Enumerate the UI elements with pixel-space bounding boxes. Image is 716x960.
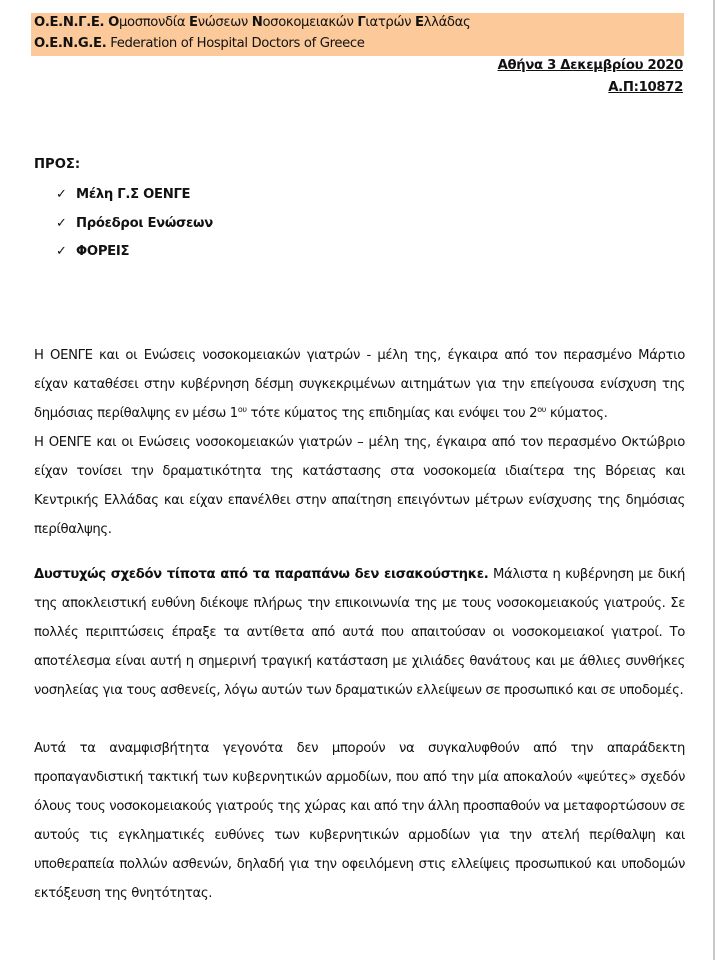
emphasis-text: Δυστυχώς σχεδόν τίποτα από τα παραπάνω δεν εισακούστηκε. (34, 567, 489, 582)
letterhead-abbr-english: O.E.N.G.E. (34, 36, 107, 51)
letterhead-greek-name (104, 15, 470, 30)
body-paragraph-2: Η ΟΕΝΓΕ και οι Ενώσεις νοσοκομειακών γιατρών – μέλη της, έγκαιρα από τον περασμένο Οκτώβριο είχαν τονίσει την δραματικότητα της κατάστασης στα νοσοκομεία ιδιαίτερα της Βόρειας και Κεντρικής Ελλάδας και είχαν επανέλθει στην απαίτηση επειγόντων μέτρων ενίσχυσης της δημόσιας περίθαλψης. (34, 435, 685, 537)
body-paragraph-3 (34, 560, 685, 705)
check-icon: ✓ (56, 187, 67, 202)
recipient-item (56, 216, 213, 231)
recipient-item (56, 244, 129, 259)
letterhead-english (34, 36, 365, 51)
recipients-label: ΠΡΟΣ: (34, 157, 81, 172)
paragraph-text: Μάλιστα η κυβέρνηση με δική της αποκλειστική ευθύνη διέκοψε πλήρως την επικοινωνία της με τους νοσοκομειακούς γιατρούς. Σε πολλές περιπτώσεις έπραξε τα αντίθετα από αυτά που απαιτούσαν οι νοσοκομειακοί γιατροί. Το αποτέλεσμα είναι αυτή η σημερινή τραγική κατάσταση με χιλιάδες θανάτους και με άθλιες συνθήκες νοσηλείας για τους ασθενείς, λόγω αυτών των δραματικών ελλείψεων σε προσωπικό και σε υποδομές. (34, 567, 685, 698)
recipient-label: ΦΟΡΕΙΣ (76, 244, 130, 259)
check-icon: ✓ (56, 244, 67, 259)
letterhead-greek (34, 15, 470, 30)
letterhead-name-part: Ν (251, 15, 263, 30)
paragraph-text: τότε κύματος της επιδημίας και ενόψει του 2 (246, 406, 538, 421)
letterhead-name-part: νώσεων (197, 15, 252, 30)
letterhead-abbr-greek: Ο.Ε.Ν.Γ.Ε. (34, 15, 105, 30)
paragraph-text: Η ΟΕΝΓΕ και οι Ενώσεις νοσοκομειακών γιατρών - μέλη της, έγκαιρα από τον περασμένο Μάρτιο είχαν καταθέσει στην κυβέρνηση δέσμη συγκεκριμένων αιτημάτων για την επείγουσα ενίσχυση της δημόσιας περίθαλψης εν μέσω 1 (34, 348, 685, 421)
letterhead (31, 13, 684, 56)
body-paragraph-4: Αυτά τα αναμφισβήτητα γεγονότα δεν μπορούν να συγκαλυφθούν από την απαράδεκτη προπαγανδιστική τακτική των κυβερνητικών αρμοδίων, που από την μία αποκαλούν «ψεύτες» σχεδόν όλους τους νοσοκομειακούς γιατρούς της χώρας και από την άλλη προσπαθούν να μεταφορτώσουν σε αυτούς τις εγκληματικές ευθύνες των κυβερνητικών αρμοδίων για την ατελή περίθαλψη και υποθεραπεία πολλών ασθενών, δηλαδή για την οφειλόμενη στις ελλείψεις προσωπικού και υποδομών εκτόξευση της θνητότητας. (34, 741, 685, 901)
letterhead-name-part: λλάδας (423, 15, 471, 30)
letterhead-name-part: Γ (357, 15, 366, 30)
letterhead-english-name: Federation of Hospital Doctors of Greece (106, 36, 365, 51)
letterhead-name-part: οσοκομειακών (262, 15, 358, 30)
letterhead-name-part: Ε (415, 15, 424, 30)
paragraph-text: κύματος. (546, 406, 608, 421)
document-date: Αθήνα 3 Δεκεμβρίου 2020 (497, 58, 683, 73)
superscript: ου (537, 405, 547, 414)
body-paragraph-1 (34, 341, 685, 428)
letterhead-name-part: Ε (189, 15, 198, 30)
letterhead-name-part: μοσπονδία (118, 15, 190, 30)
recipient-item (56, 187, 190, 202)
reference-number: Α.Π:10872 (608, 80, 683, 95)
recipient-label: Πρόεδροι Ενώσεων (76, 216, 213, 231)
letterhead-name-part: Ο (108, 15, 119, 30)
letterhead-name-part: ιατρών (365, 15, 415, 30)
superscript: ου (237, 405, 247, 414)
page-edge (713, 0, 715, 960)
recipient-label: Μέλη Γ.Σ ΟΕΝΓΕ (76, 187, 191, 202)
check-icon: ✓ (56, 216, 67, 231)
